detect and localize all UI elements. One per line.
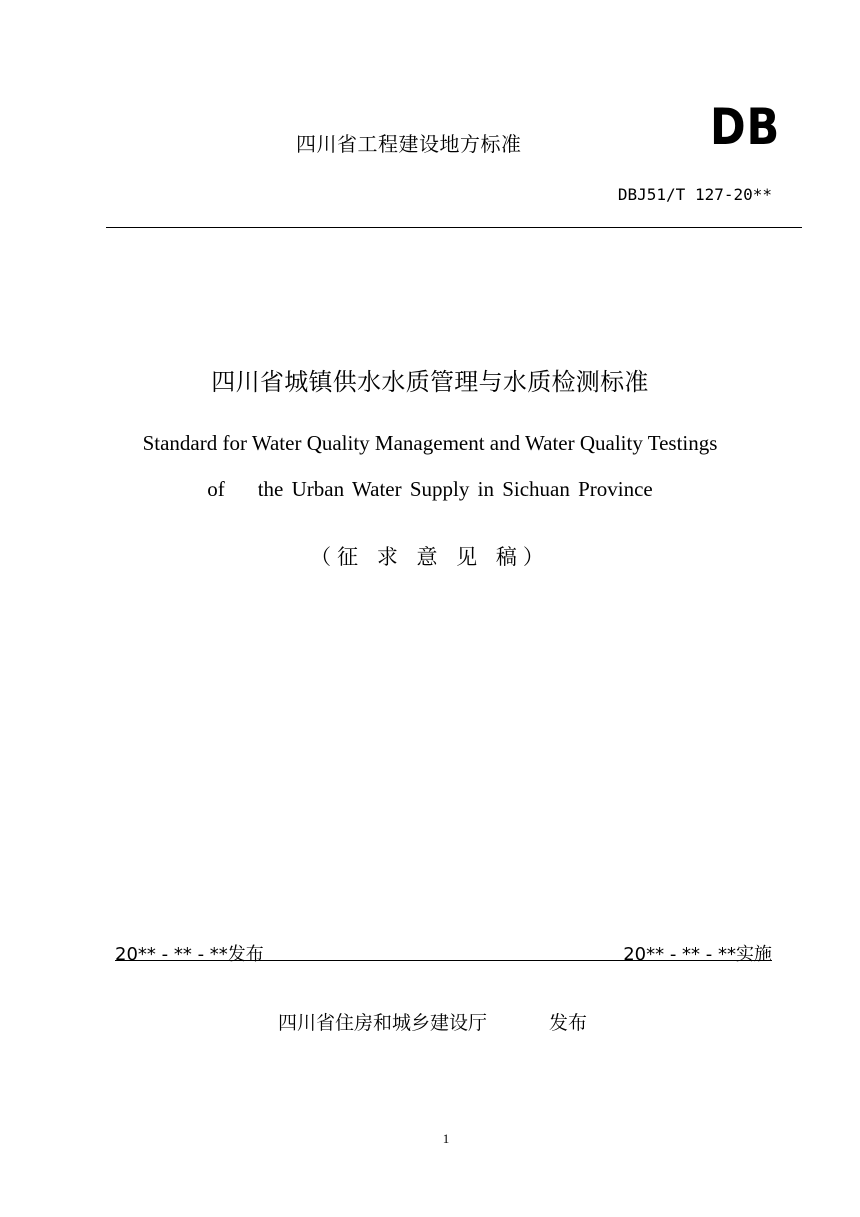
page-number: 1 bbox=[442, 1131, 450, 1146]
series-title: 四川省工程建设地方标准 bbox=[296, 132, 522, 156]
db-mark: DB bbox=[710, 98, 781, 156]
draft-label: （征 求 意 见 稿） bbox=[310, 545, 550, 569]
issue-date: 20** - ** - **发布 bbox=[115, 944, 264, 965]
implementation-date: 20** - ** - **实施 bbox=[623, 944, 772, 965]
publish-label: 发布 bbox=[549, 1012, 588, 1034]
english-title-line-2-text: of the Urban Water Supply in Sichuan Province bbox=[207, 477, 653, 501]
english-title-line-2 bbox=[0, 477, 860, 502]
english-title-line-1: Standard for Water Quality Management and Water Quality Testings bbox=[142, 431, 718, 455]
publisher: 四川省住房和城乡建设厅 bbox=[278, 1012, 488, 1034]
standard-number: DBJ51/T 127-20** bbox=[617, 185, 772, 204]
date-divider bbox=[115, 960, 772, 961]
chinese-title: 四川省城镇供水水质管理与水质检测标准 bbox=[211, 368, 649, 396]
header-divider bbox=[106, 227, 802, 228]
